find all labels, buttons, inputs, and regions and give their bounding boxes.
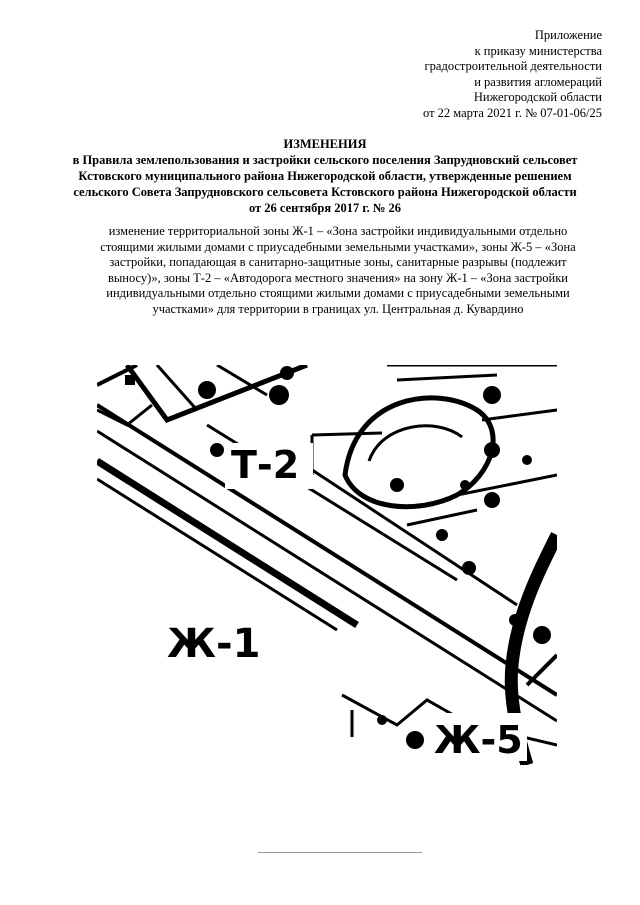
title-line: сельского Совета Запрудновского сельсовета Кстовского района Нижегородской области [73,185,577,199]
road-edge [97,431,557,721]
description-line: изменение территориальной зоны Ж-1 – «Зона застройки индивидуальными отдельно [108,224,568,238]
change-description [96,224,580,317]
parcel-boundary [157,365,197,410]
parcel-boundary [397,375,497,380]
title-heading: ИЗМЕНЕНИЯ [283,137,367,151]
building-footprint [269,385,289,405]
appendix-date-line: от 22 марта 2021 г. № 07-01-06/25 [423,105,602,120]
appendix-line: Нижегородской области [473,90,602,104]
building-footprint [509,614,521,626]
description-line: стоящими жилыми домами с приусадебными земельными участками», зоны Ж-5 – «Зона [100,239,576,254]
building-footprint [125,375,135,385]
description-line: застройки, попадающая в санитарно-защитные зоны, санитарные разрывы (подлежит [109,255,567,269]
building-footprint [210,443,224,457]
building-footprint [377,715,387,725]
building-footprint [406,731,424,749]
circular-driveway [345,398,493,507]
title-line: от 26 сентября 2017 г. № 26 [248,201,402,215]
appendix-line: градостроительной деятельности [424,59,602,73]
road-inner-line [297,460,517,605]
appendix-line: и развития агломераций [474,74,602,89]
building-footprint [460,480,470,490]
appendix-block [342,28,602,121]
description-line: выносу)», зоны Т-2 – «Автодорога местного значения» на зону Ж-1 – «Зона застройки [108,270,568,285]
building-footprint [462,561,476,575]
document-title [40,136,610,216]
appendix-line: к приказу министерства [474,43,602,58]
zoning-map [97,365,557,765]
parcel-boundary [407,510,477,525]
building-footprint [436,529,448,541]
building-footprint [280,366,294,380]
zone-label-zh1: Ж-1 [167,621,261,667]
parcel-boundary [527,655,557,685]
building-footprint [483,386,501,404]
description-line: индивидуальными отдельно стоящими жилыми домами с приусадебными земельными [106,286,570,300]
description-line: участками» для территории в границах ул. Центральная д. Кувардино [152,301,524,316]
zone-label-t2: Т-2 [231,443,300,487]
building-footprint [522,455,532,465]
footer-separator [258,852,422,853]
appendix-line: Приложение [534,28,602,42]
parcel-boundary [482,410,557,420]
title-line: в Правила землепользования и застройки сельского поселения Запрудновский сельсовет [72,153,578,167]
building-footprint [533,626,551,644]
zone-label-zh5: Ж-5 [434,718,523,762]
zone-t2-boundary [312,433,382,435]
building-footprint [198,381,216,399]
title-line: Кстовского муниципального района Нижегородской области, утвержденные решением [78,169,572,183]
zoning-map-drawing [97,365,557,765]
building-footprint [484,492,500,508]
circular-driveway-inner [369,426,462,461]
building-footprint [484,442,500,458]
building-footprint [390,478,404,492]
road-edge [97,479,337,630]
